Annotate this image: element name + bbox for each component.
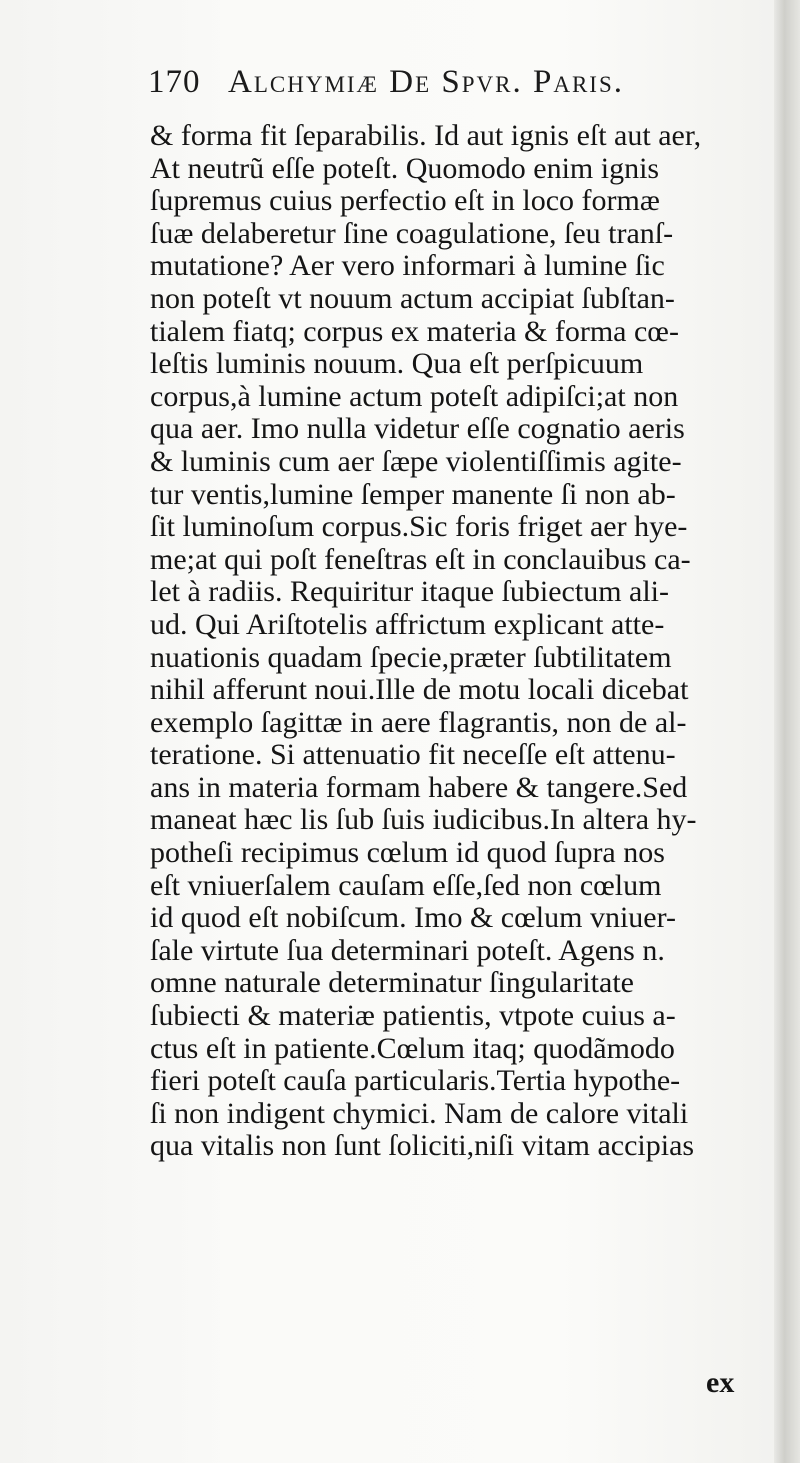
text-line: leſtis luminis nouum. Qua eſt perſpicuum [150,348,644,381]
page-edge-shadow [774,0,800,1463]
text-line: tur ventis,lumine ſemper manente ſi non ab- [150,478,676,511]
text-line: At neutrũ eſſe poteſt. Quomodo enim ignis [150,152,660,185]
text-line: ctus eſt in patiente.Cœlum itaq; quodãmodo [150,1032,675,1065]
text-line: tialem fiatq; corpus ex materia & forma cœ- [150,315,679,348]
text-line: eſt vniuerſalem cauſam eſſe,ſed non cœlum [150,869,662,902]
body-text [150,120,775,1163]
running-title: Alchymiæ De Spvr. Paris. [228,64,624,100]
text-line: ſupremus cuius perfectio eſt in loco formæ [150,185,660,218]
text-line: let à radiis. Requiritur itaque ſubiectum ali- [150,576,670,609]
text-line: nuationis quadam ſpecie,præter ſubtilitatem [150,641,672,674]
page-number: 170 [148,64,201,100]
catchword: ex [706,1366,735,1399]
text-line: ſubiecti & materiæ patientis, vtpote cuius a- [150,1000,676,1033]
text-line: ſale virtute ſua determinari poteſt. Agens n. [150,934,665,967]
page-header [148,64,768,114]
text-line: ſi non indigent chymici. Nam de calore vitali [150,1097,689,1130]
text-line: maneat hæc lis ſub ſuis iudicibus.In altera hy- [150,804,697,837]
text-line: ſit luminoſum corpus.Sic foris friget aer hye- [150,511,688,544]
text-line: & forma fit ſeparabilis. Id aut ignis eſt aut aer, [150,120,702,152]
text-line: id quod eſt nobiſcum. Imo & cœlum vniuer- [150,902,676,935]
text-line: me;at qui poſt feneſtras eſt in conclauibus ca- [150,543,691,576]
text-line: corpus,à lumine actum poteſt adipiſci;at non [150,380,679,413]
text-line: nihil afferunt noui.Ille de motu locali dicebat [150,674,689,707]
text-line: ud. Qui Ariſtotelis affrictum explicant atte- [150,608,665,641]
text-line: potheſi recipimus cœlum id quod ſupra nos [150,837,665,870]
text-line: omne naturale determinatur ſingularitate [150,967,634,1000]
text-line: qua aer. Imo nulla videtur eſſe cognatio aeris [150,413,685,446]
text-line: mutatione? Aer vero informari à lumine ſic [150,250,665,283]
text-line: ans in materia formam habere & tangere.Sed [150,771,688,804]
text-line: & luminis cum aer ſæpe violentiſſimis agite- [150,445,682,478]
text-line: non poteſt vt nouum actum accipiat ſubſtan- [150,282,675,315]
text-line: ſuæ delaberetur ſine coagulatione, ſeu tranſ- [150,217,674,250]
text-line: qua vitalis non ſunt ſoliciti,niſi vitam accipias [150,1130,695,1163]
text-line: fieri poteſt cauſa particularis.Tertia hypothe- [150,1065,681,1098]
text-line: exemplo ſagittæ in aere flagrantis, non de al- [150,706,687,739]
text-line: teratione. Si attenuatio fit neceſſe eſt attenu- [150,739,676,772]
